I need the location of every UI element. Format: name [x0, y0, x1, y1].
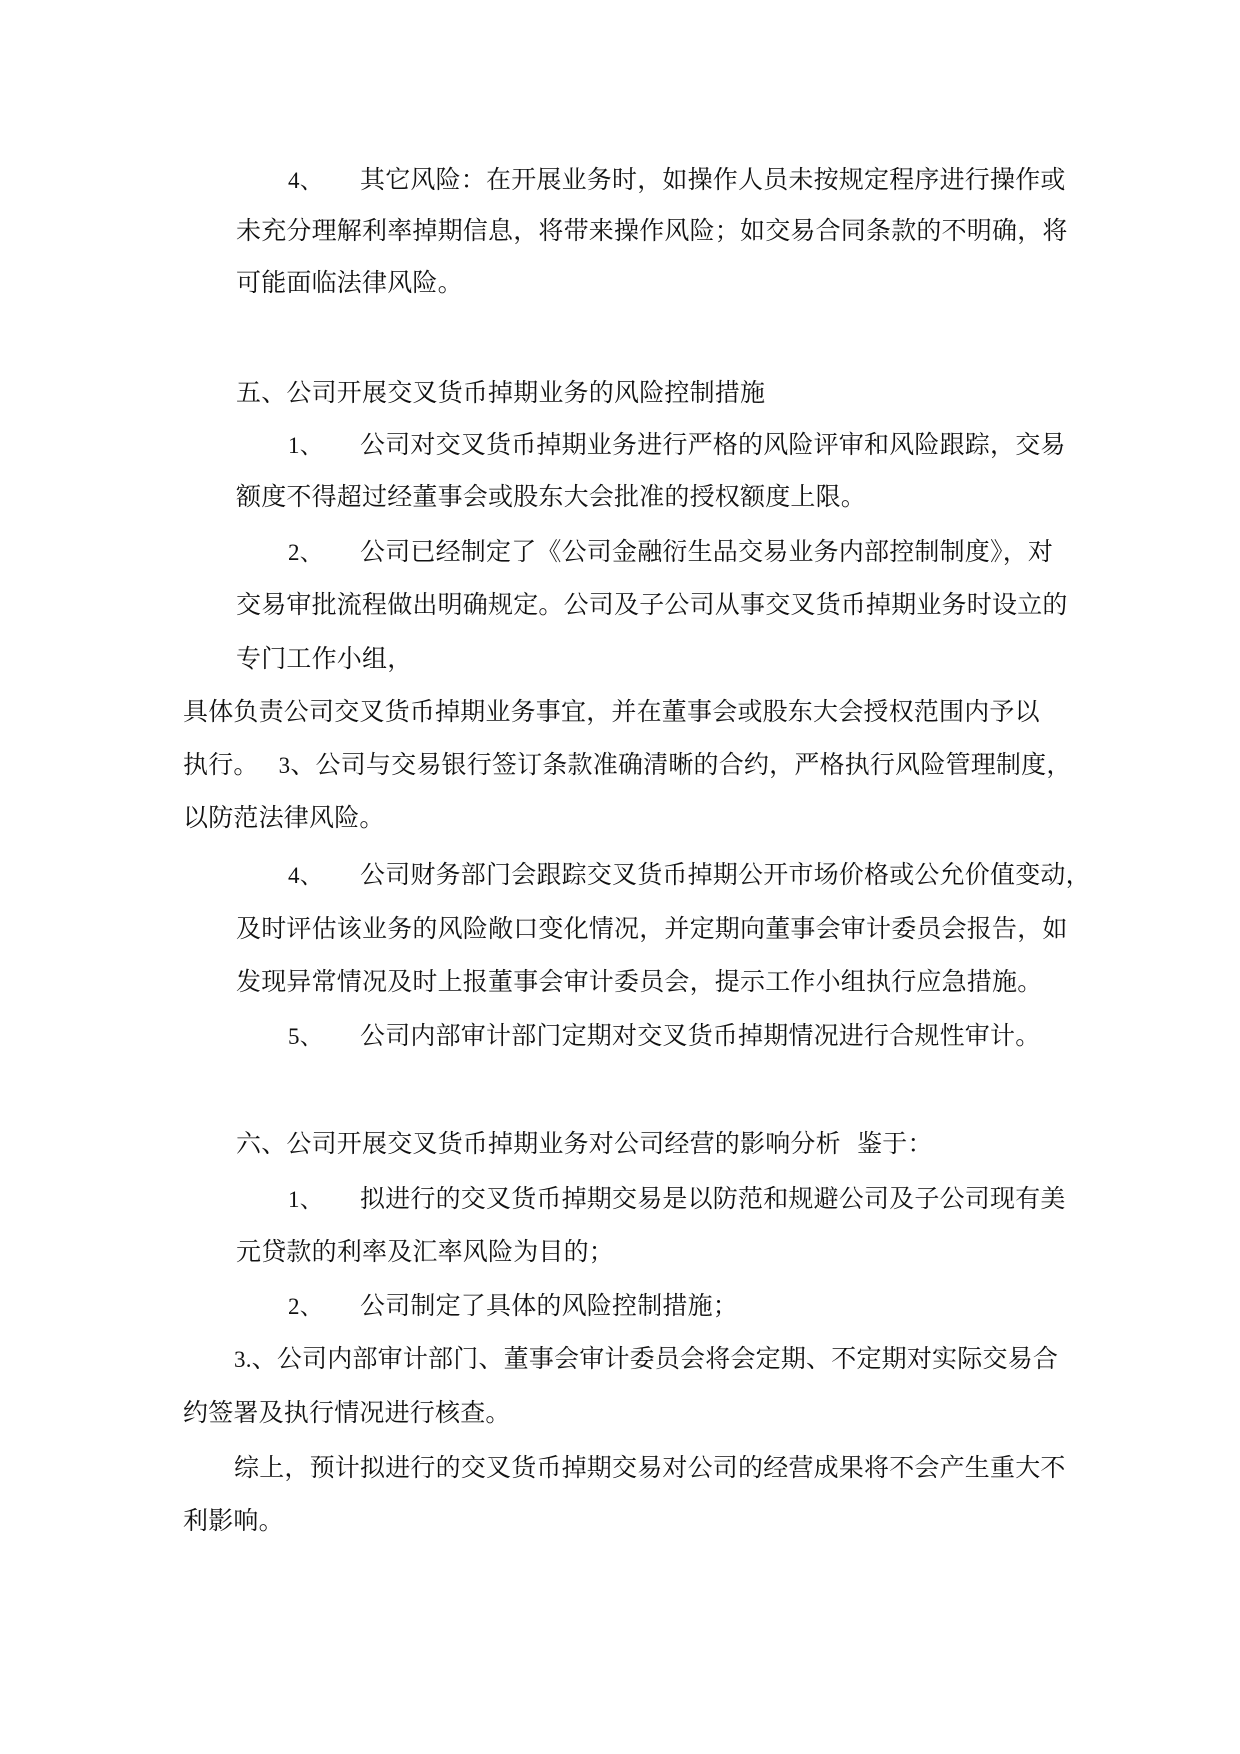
item-4-line-1 — [288, 163, 1066, 198]
item-number: 3. — [234, 1347, 252, 1372]
item-number: 2、 — [288, 540, 323, 565]
s5-item-4-line-3: 发现异常情况及时上报董事会审计委员会，提示工作小组执行应急措施。 — [236, 967, 1043, 996]
s5-item-2-line-3: 专门工作小组， — [236, 644, 413, 673]
s6-item-2-line-1 — [288, 1289, 738, 1324]
conclusion-line-2: 利影响。 — [183, 1506, 284, 1535]
s5-item-5-line-1 — [288, 1019, 1040, 1054]
s6-item-1-line-1 — [288, 1182, 1066, 1217]
text: 公司内部审计部门定期对交叉货币掉期情况进行合规性审计。 — [360, 1021, 1041, 1050]
section-5-heading: 五、公司开展交叉货币掉期业务的风险控制措施 — [236, 378, 766, 407]
s5-item-1-line-1 — [288, 428, 1066, 463]
conclusion-line-1: 综上，预计拟进行的交叉货币掉期交易对公司的经营成果将不会产生重大不 — [234, 1453, 1066, 1482]
item-4-line-2: 未充分理解利率掉期信息，将带来操作风险；如交易合同条款的不明确，将 — [236, 216, 1068, 245]
text: 、公司内部审计部门、董事会审计委员会将会定期、不定期对实际交易合 — [251, 1344, 1059, 1373]
item-4-line-3: 可能面临法律风险。 — [236, 268, 463, 297]
s5-item-4-line-2: 及时评估该业务的风险敞口变化情况，并定期向董事会审计委员会报告，如 — [236, 914, 1068, 943]
text: 公司制定了具体的风险控制措施； — [360, 1291, 739, 1320]
text: 公司对交叉货币掉期业务进行严格的风险评审和风险跟踪，交易 — [360, 430, 1066, 459]
text: 公司已经制定了《公司金融衍生品交易业务内部控制制度》，对 — [360, 537, 1054, 566]
item-number: 4、 — [288, 863, 323, 888]
s6-item-3-line-1 — [234, 1342, 1058, 1377]
text: 其它风险：在开展业务时，如操作人员未按规定程序进行操作或 — [360, 165, 1066, 194]
s6-item-3-line-2: 约签署及执行情况进行核查。 — [183, 1398, 511, 1427]
s5-item-2-line-1 — [288, 535, 1053, 570]
item-number: 5、 — [288, 1024, 323, 1049]
text: 拟进行的交叉货币掉期交易是以防范和规避公司及子公司现有美 — [360, 1184, 1066, 1213]
item-number: 1、 — [288, 1187, 323, 1212]
section-6-heading: 六、公司开展交叉货币掉期业务对公司经营的影响分析 鉴于： — [236, 1129, 933, 1158]
item-number: 4、 — [288, 168, 323, 193]
item-number: 1、 — [288, 433, 323, 458]
s5-item-2-line-5 — [183, 748, 1072, 783]
s5-item-1-line-2: 额度不得超过经董事会或股东大会批准的授权额度上限。 — [236, 482, 867, 511]
s5-item-2-line-2: 交易审批流程做出明确规定。公司及子公司从事交叉货币掉期业务时设立的 — [236, 590, 1068, 619]
text: 执行。 — [183, 750, 259, 779]
s5-item-2-line-6: 以防范法律风险。 — [183, 803, 385, 832]
s6-item-1-line-2: 元贷款的利率及汇率风险为目的； — [236, 1237, 615, 1266]
s5-item-4-line-1 — [288, 858, 1091, 893]
item-number: 3 — [278, 753, 291, 778]
s5-item-2-line-4: 具体负责公司交叉货币掉期业务事宜，并在董事会或股东大会授权范围内予以 — [183, 697, 1040, 726]
text: 公司财务部门会跟踪交叉货币掉期公开市场价格或公允价值变动， — [360, 860, 1091, 889]
item-number: 2、 — [288, 1294, 323, 1319]
text: 、公司与交易银行签订条款准确清晰的合约，严格执行风险管理制度， — [290, 750, 1072, 779]
